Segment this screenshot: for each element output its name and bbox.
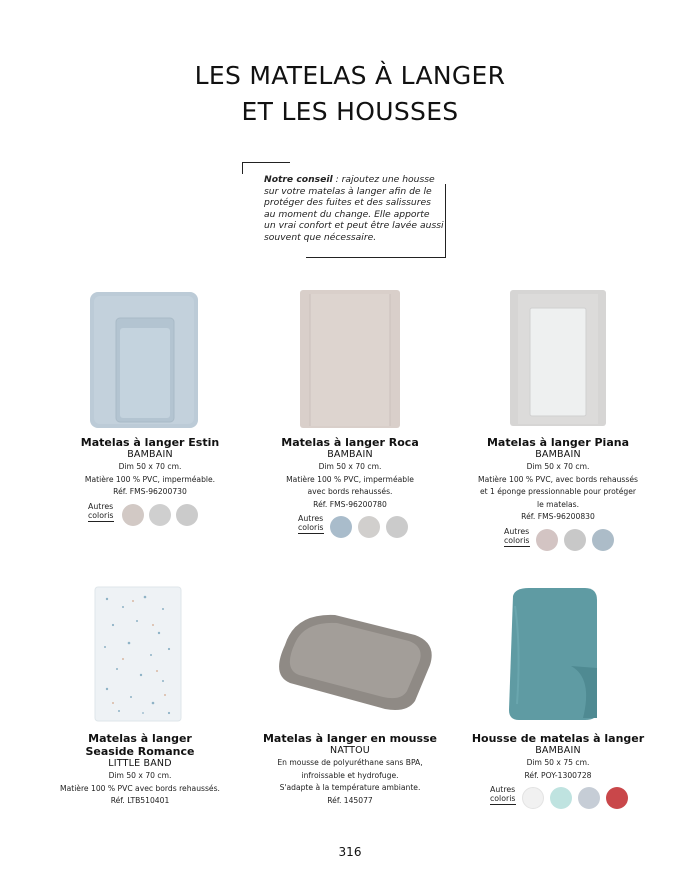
product-roca bbox=[250, 436, 450, 542]
product-housse bbox=[458, 732, 658, 813]
product-desc-line: Matière 100 % PVC, avec bords rehaussés bbox=[478, 474, 638, 484]
product-ref: Réf. POY-1300728 bbox=[524, 770, 592, 780]
label-underline bbox=[504, 546, 530, 547]
product-desc-line: Dim 50 x 75 cm. bbox=[526, 758, 590, 767]
product-desc-line: Dim 50 x 70 cm. bbox=[108, 771, 172, 780]
product-name: Matelas à langer Piana bbox=[486, 436, 630, 449]
product-desc-line: infroissable et hydrofuge. bbox=[301, 770, 399, 780]
product-brand: NATTOU bbox=[330, 745, 370, 756]
product-desc-line: avec bords rehaussés. bbox=[307, 487, 393, 496]
product-desc-line: Dim 50 x 70 cm. bbox=[526, 462, 590, 471]
box-corner-top bbox=[242, 162, 290, 163]
advice-heading: Notre conseil bbox=[264, 174, 333, 185]
color-swatch[interactable] bbox=[358, 516, 380, 538]
color-swatch[interactable] bbox=[578, 787, 600, 809]
product-desc-line: En mousse de polyuréthane sans BPA, bbox=[277, 758, 423, 767]
page-title bbox=[0, 58, 700, 130]
product-name: Matelas à langer bbox=[88, 732, 192, 745]
other-colors bbox=[458, 785, 658, 813]
color-swatch[interactable] bbox=[149, 504, 171, 526]
product-seaside-romance bbox=[40, 732, 240, 808]
box-corner-left bbox=[242, 162, 243, 174]
product-ref: Réf. LTB510401 bbox=[110, 796, 170, 805]
color-swatch[interactable] bbox=[386, 516, 408, 538]
box-border-right bbox=[445, 184, 446, 258]
product-image-housse bbox=[505, 586, 600, 722]
color-swatch[interactable] bbox=[606, 787, 628, 809]
product-ref: Réf. FMS-96200780 bbox=[313, 499, 387, 509]
other-colors-label: Autres coloris bbox=[88, 501, 114, 520]
color-swatch[interactable] bbox=[122, 504, 144, 526]
product-brand: BAMBAIN bbox=[327, 449, 373, 460]
label-underline bbox=[490, 804, 516, 805]
product-ref: Réf. FMS-96200730 bbox=[113, 487, 187, 496]
advice-box bbox=[250, 164, 446, 252]
product-brand: BAMBAIN bbox=[535, 449, 581, 460]
color-swatch[interactable] bbox=[522, 787, 544, 809]
product-ref: Réf. FMS-96200830 bbox=[521, 512, 595, 521]
product-desc-line: Matière 100 % PVC, imperméable bbox=[286, 474, 414, 484]
product-name: Matelas à langer Roca bbox=[281, 436, 419, 449]
color-swatch[interactable] bbox=[550, 787, 572, 809]
product-piana bbox=[458, 436, 658, 555]
other-colors-label: Autres coloris bbox=[490, 785, 516, 803]
product-name: Housse de matelas à langer bbox=[471, 732, 645, 745]
product-brand: LITTLE BAND bbox=[108, 758, 172, 769]
product-desc-line: Matière 100 % PVC, imperméable. bbox=[84, 474, 216, 484]
advice-text bbox=[264, 174, 444, 244]
label-underline bbox=[88, 521, 114, 522]
product-desc-line: Matière 100 % PVC avec bords rehaussés. bbox=[60, 783, 220, 793]
product-desc-line: S'adapte à la température ambiante. bbox=[279, 783, 421, 792]
product-image-roca bbox=[298, 288, 402, 430]
product-desc-line: le matelas. bbox=[536, 499, 580, 509]
color-swatch[interactable] bbox=[330, 516, 352, 538]
color-swatch[interactable] bbox=[536, 529, 558, 551]
product-image-nattou bbox=[265, 605, 440, 715]
other-colors bbox=[50, 502, 250, 530]
box-border-bottom bbox=[306, 257, 446, 258]
product-name: Matelas à langer en mousse bbox=[262, 732, 438, 745]
product-desc-line: et 1 éponge pressionnable pour protéger bbox=[479, 487, 637, 496]
product-ref: Réf. 145077 bbox=[327, 795, 373, 805]
other-colors-label: Autres coloris bbox=[504, 526, 530, 545]
product-brand: BAMBAIN bbox=[535, 745, 581, 756]
product-desc-line: Dim 50 x 70 cm. bbox=[318, 462, 382, 471]
other-colors bbox=[458, 527, 658, 555]
product-desc-line: Dim 50 x 70 cm. bbox=[118, 462, 182, 471]
other-colors bbox=[250, 514, 450, 542]
color-swatch[interactable] bbox=[592, 529, 614, 551]
product-image-estin bbox=[88, 290, 200, 430]
advice-body: : rajoutez une housse sur votre matelas à langer afin de le protéger des fuites et des salissures au moment du change. Elle apporte un vrai confort et peut être lavée aussi souvent que nécessaire. bbox=[264, 174, 444, 243]
other-colors-label: Autres coloris bbox=[298, 514, 324, 532]
product-brand: BAMBAIN bbox=[127, 449, 173, 460]
title-line-2: ET LES HOUSSES bbox=[241, 97, 459, 126]
color-swatch[interactable] bbox=[176, 504, 198, 526]
product-estin bbox=[50, 436, 250, 530]
product-nattou bbox=[250, 732, 450, 807]
label-underline bbox=[298, 533, 324, 534]
product-image-piana bbox=[508, 288, 608, 428]
product-image-seaside-romance bbox=[93, 585, 183, 723]
product-name: Matelas à langer Estin bbox=[80, 436, 220, 449]
page-number: 316 bbox=[338, 845, 362, 859]
title-line-1: LES MATELAS À LANGER bbox=[194, 61, 506, 90]
product-name-line-2: Seaside Romance bbox=[85, 745, 195, 758]
color-swatch[interactable] bbox=[564, 529, 586, 551]
